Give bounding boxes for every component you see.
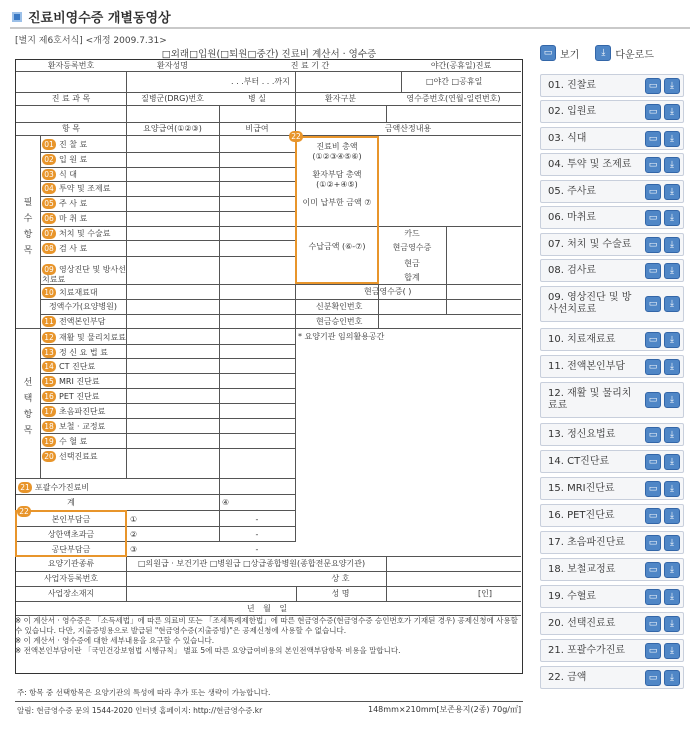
download-button-icon[interactable]: ⤓: [664, 392, 680, 408]
item-07: 07 처치 및 수술료: [42, 228, 110, 239]
sidebar-item-09[interactable]: 09. 영상진단 및 방사선치료료 ▭ ⤓: [540, 286, 684, 322]
sidebar-item-12[interactable]: 12. 재활 및 물리치료료 ▭ ⤓: [540, 382, 684, 418]
header-patient-no: 환자등록번호: [47, 61, 95, 70]
id-confirm-label: 신분확인번호: [316, 302, 363, 311]
item-15: 15 MRI 진단료: [42, 376, 100, 387]
dash-1: -: [255, 515, 259, 524]
item-06: 06 마 취 료: [42, 213, 87, 224]
header-dept: 진 료 과 목: [51, 94, 91, 103]
dash-2: -: [255, 530, 259, 539]
view-button-icon[interactable]: ▭: [645, 131, 661, 147]
header-patient-name: 환자성명: [157, 61, 188, 70]
cash-approval-label: 현금승인번호: [316, 317, 363, 326]
form-title: □외래□입원(□퇴원□중간) 진료비 계산서 · 영수증: [161, 49, 377, 60]
sidebar-item-02[interactable]: 02. 입원료 ▭ ⤓: [540, 100, 684, 123]
mark-2: ②: [130, 530, 138, 539]
form-subheader: [별지 제6호서식] <개정 2009.7.31>: [15, 36, 167, 46]
sidebar-item-03[interactable]: 03. 식대 ▭ ⤓: [540, 127, 684, 150]
monitor-icon: ▭: [540, 45, 556, 61]
item-12: 12 재활 및 물리치료료: [42, 332, 126, 343]
view-button-icon[interactable]: ▭: [645, 296, 661, 312]
title-divider: [10, 27, 690, 29]
view-button-icon[interactable]: ▭: [645, 332, 661, 348]
sidebar-item-14[interactable]: 14. CT진단료 ▭ ⤓: [540, 450, 684, 473]
header-patient-type: 환자구분: [325, 94, 356, 103]
view-button-icon[interactable]: ▭: [645, 589, 661, 605]
row22-self-pay: 본인부담금: [51, 515, 91, 524]
item-21: 21 포괄수가진료비: [18, 482, 89, 493]
item-11: 11 전액본인부담: [42, 316, 105, 327]
sidebar-item-15[interactable]: 15. MRI진단료 ▭ ⤓: [540, 477, 684, 500]
sidebar-legend: [540, 44, 690, 62]
download-button-icon[interactable]: ⤓: [664, 104, 680, 120]
header-room: 병 실: [248, 94, 266, 103]
sidebar-item-04[interactable]: 04. 투약 및 조제료 ▭ ⤓: [540, 153, 684, 176]
page-title-text: 진료비영수증 개별동영상: [28, 11, 171, 26]
view-button-icon[interactable]: ▭: [645, 359, 661, 375]
download-button-icon[interactable]: ⤓: [664, 210, 680, 226]
paper-size: 148mm×210mm[보존용지(2종) 70g/㎡]: [368, 705, 522, 714]
view-button-icon[interactable]: ▭: [645, 535, 661, 551]
page-title: [12, 7, 171, 26]
footer-note: 주: 항목 중 선택항목은 요양기관의 특성에 따라 추가 또는 생략이 가능합니다.: [15, 686, 523, 702]
section-optional-label: 선택항목: [23, 378, 33, 436]
sidebar-item-13[interactable]: 13. 정신요법료 ▭ ⤓: [540, 423, 684, 446]
view-button-icon[interactable]: ▭: [645, 104, 661, 120]
summary-badge: 22: [289, 131, 306, 142]
item-04: 04 투약 및 조제료: [42, 183, 110, 194]
header-drg: 질병군(DRG)번호: [141, 94, 204, 103]
header-covered: 요양급여(①②③): [143, 124, 202, 133]
header-noncovered: 비급여: [245, 124, 269, 133]
sidebar-item-06[interactable]: 06. 마취료 ▭ ⤓: [540, 206, 684, 229]
rep-name-label: 성 명: [331, 589, 350, 598]
total-circle4: ④: [222, 498, 230, 507]
view-button-icon[interactable]: ▭: [645, 210, 661, 226]
sidebar-item-22[interactable]: 22. 금액 ▭ ⤓: [540, 666, 684, 689]
item-05: 05 주 사 료: [42, 198, 87, 209]
download-button-icon[interactable]: ⤓: [664, 78, 680, 94]
view-button-icon[interactable]: ▭: [645, 78, 661, 94]
download-button-icon[interactable]: ⤓: [664, 332, 680, 348]
sidebar-item-18[interactable]: 18. 보철교정료 ▭ ⤓: [540, 558, 684, 581]
sidebar-item-08[interactable]: 08. 검사료 ▭ ⤓: [540, 259, 684, 282]
view-button-icon[interactable]: ▭: [645, 562, 661, 578]
row22-over-limit: 상한액초과금: [47, 530, 95, 539]
download-button-icon[interactable]: ⤓: [664, 427, 680, 443]
trade-name-label: 상 호: [331, 574, 350, 583]
summary-received: 수납금액 (⑥-⑦): [308, 242, 366, 251]
seal-mark: [인]: [478, 589, 492, 598]
sidebar-item-16[interactable]: 16. PET진단료 ▭ ⤓: [540, 504, 684, 527]
download-button-icon[interactable]: ⤓: [664, 359, 680, 375]
download-button-icon[interactable]: ⤓: [664, 157, 680, 173]
receipt-form: [15, 59, 523, 674]
item22-badge: 22: [17, 506, 34, 517]
view-button-icon[interactable]: ▭: [645, 427, 661, 443]
download-button-icon[interactable]: ⤓: [664, 263, 680, 279]
mark-3: ③: [130, 545, 138, 554]
view-button-icon[interactable]: ▭: [645, 392, 661, 408]
view-button-icon[interactable]: ▭: [645, 670, 661, 686]
view-button-icon[interactable]: ▭: [645, 157, 661, 173]
sidebar-item-19[interactable]: 19. 수혈료 ▭ ⤓: [540, 585, 684, 608]
item-fixed-rate: 정액수가(요양병원): [48, 302, 118, 311]
total-label: 계: [67, 498, 75, 507]
view-button-icon[interactable]: ▭: [645, 508, 661, 524]
header-night: 야간(공휴일)진료: [430, 61, 492, 70]
pay-cash: 현금: [404, 259, 420, 268]
night-checkboxes: □야간 □공휴일: [426, 77, 483, 86]
inst-type-options: □의원급 · 보건기관 □병원급 □상급종합병원(종합전문요양기관): [138, 559, 366, 568]
download-button-icon[interactable]: ⤓: [664, 454, 680, 470]
download-button-icon[interactable]: ⤓: [664, 670, 680, 686]
download-button-icon[interactable]: ⤓: [664, 131, 680, 147]
sidebar-item-21[interactable]: 21. 포괄수가진료 ▭ ⤓: [540, 639, 684, 662]
header-item: 항 목: [62, 124, 80, 133]
download-button-icon[interactable]: ⤓: [664, 481, 680, 497]
video-sidebar: [540, 44, 690, 683]
view-button-icon[interactable]: ▭: [645, 481, 661, 497]
item-08: 08 검 사 료: [42, 243, 87, 254]
footer-info: 알림: 현금영수증 문의 1544-2020 인터넷 홈페이지: http://현금영수증.kr: [17, 706, 263, 715]
download-button-icon[interactable]: ⤓: [664, 616, 680, 632]
pay-sum: 합계: [404, 273, 420, 282]
summary-paid: 이미 납부한 금액 ⑦: [302, 198, 372, 207]
item-13: 13 정 신 요 법 료: [42, 347, 108, 358]
pay-card: 카드: [404, 229, 420, 238]
view-button-icon[interactable]: ▭: [645, 454, 661, 470]
header-period: 진 료 기 간: [290, 61, 330, 70]
item-18: 18 보철 · 교정료: [42, 421, 105, 432]
download-button-icon[interactable]: ⤓: [664, 296, 680, 312]
summary-patient-total: 환자부담 총액 (①②+④⑤): [312, 170, 362, 189]
header-receipt-no: 영수증번호(연월-일련번호): [406, 94, 501, 103]
download-button-icon[interactable]: ⤓: [664, 562, 680, 578]
header-calc: 금액산정내용: [384, 124, 432, 133]
date-line: 년 월 일: [246, 604, 291, 613]
cash-receipt-field: 현금영수증( ): [364, 287, 412, 296]
download-button-icon[interactable]: ⤓: [664, 237, 680, 253]
item-02: 02 입 원 료: [42, 154, 87, 165]
inst-type-label: 요양기관종류: [47, 559, 95, 568]
download-button-icon[interactable]: ⤓: [664, 508, 680, 524]
download-button-icon[interactable]: ⤓: [664, 184, 680, 200]
sidebar-item-10[interactable]: 10. 치료재료료 ▭ ⤓: [540, 328, 684, 351]
note-1: ※ 이 계산서 · 영수증은 「소득세법」에 따른 의료비 또는 「조세특례제한법」에 따른 현금영수증(현금영수증 승인번호가 기재된 경우) 공제신청에 사용할 수 있습니다. 다만, 지출증빙용으로 발급된 "현금영수증(지출증빙)"은 공제신청에 사용할 수 없습니다.: [15, 616, 518, 635]
summary-total: 진료비 총액 (①②③④⑤⑥): [312, 142, 362, 161]
item-03: 03 식 대: [42, 169, 77, 180]
item-14: 14 CT 진단료: [42, 361, 95, 372]
item-19: 19 수 혈 료: [42, 436, 87, 447]
view-button-icon[interactable]: ▭: [645, 643, 661, 659]
note-2: ※ 이 계산서 · 영수증에 대한 세부내용을 요구할 수 있습니다.: [15, 636, 215, 645]
sidebar-item-20[interactable]: 20. 선택진료료 ▭ ⤓: [540, 612, 684, 635]
sidebar-item-11[interactable]: 11. 전액본인부담 ▭ ⤓: [540, 355, 684, 378]
item-09: 09 영상진단 및 방사선치료료: [42, 265, 126, 284]
biz-no-label: 사업자등록번호: [43, 574, 99, 583]
address-label: 사업장소재지: [47, 589, 95, 598]
item-16: 16 PET 진단료: [42, 391, 100, 402]
sidebar-item-05[interactable]: 05. 주사료 ▭ ⤓: [540, 180, 684, 203]
mark-1: ①: [130, 515, 138, 524]
dash-3: -: [255, 545, 259, 554]
title-bullet-icon: [12, 12, 22, 22]
download-label: 다운로드: [615, 49, 654, 61]
section-required-label: 필수항목: [23, 198, 33, 256]
pay-cash-receipt: 현금영수증: [392, 243, 432, 252]
row22-insurer: 공단부담금: [51, 545, 91, 554]
agency-space-note: * 요양기관 임의활용공간: [298, 332, 385, 341]
download-button-icon[interactable]: ⤓: [664, 643, 680, 659]
item-20: 20 선택진료료: [42, 451, 98, 462]
sidebar-item-07[interactable]: 07. 처치 및 수술료 ▭ ⤓: [540, 233, 684, 256]
sidebar-item-17[interactable]: 17. 초음파진단료 ▭ ⤓: [540, 531, 684, 554]
view-button-icon[interactable]: ▭: [645, 263, 661, 279]
download-button-icon[interactable]: ⤓: [664, 589, 680, 605]
view-button-icon[interactable]: ▭: [645, 184, 661, 200]
view-label: 보기: [560, 49, 580, 61]
form-notes: [15, 616, 523, 656]
item-10: 10 치료재료대: [42, 287, 98, 298]
note-3: ※ 전액본인부담이란 「국민건강보험법 시행규칙」 별표 5에 따른 요양급여비용의 본인전액부담항목 비용을 말합니다.: [15, 646, 401, 655]
period-value: . . .부터 . . .까지: [231, 77, 290, 86]
item-01: 01 진 찰 료: [42, 139, 87, 150]
item-17: 17 초음파진단료: [42, 406, 105, 417]
download-arrow-icon: ⤓: [595, 45, 611, 61]
view-button-icon[interactable]: ▭: [645, 237, 661, 253]
download-button-icon[interactable]: ⤓: [664, 535, 680, 551]
sidebar-item-01[interactable]: 01. 진찰료 ▭ ⤓: [540, 74, 684, 97]
view-button-icon[interactable]: ▭: [645, 616, 661, 632]
